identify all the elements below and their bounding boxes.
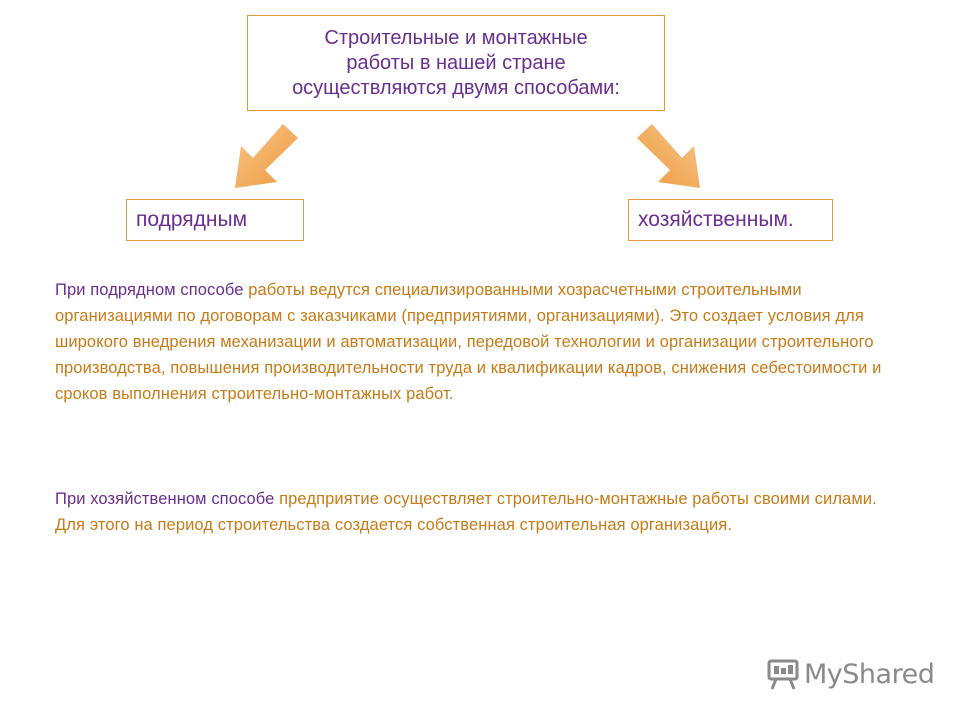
arrow-down-right-icon [620, 120, 710, 200]
method-economic-box [628, 199, 833, 241]
economic-method-paragraph [55, 486, 905, 538]
paragraph-2-lead-b: хозяйственном способе [90, 490, 275, 508]
paragraph-1-lead-b: подрядном способе [90, 281, 244, 299]
title-line-1: Строительные и монтажные [324, 26, 588, 49]
myshared-logo [766, 654, 934, 694]
paragraph-2-body: предприятие осуществляет строительно-монтажные работы своими силами. Для этого на период строительства создается собственная строительная организация. [55, 490, 877, 534]
method-contract-box [126, 199, 304, 241]
method-contract-label: подрядным [136, 208, 248, 231]
arrow-down-left-icon [225, 120, 315, 200]
title-box [247, 15, 665, 111]
paragraph-2-lead-a: При [55, 490, 91, 508]
logo-text: MyShared [804, 658, 935, 690]
paragraph-1-body: работы ведутся специализированными хозрасчетными строительными организациями по договорам с заказчиками (предприятиями, организациями). Это создает условия для широкого внедрения механизации и автоматизации, передовой технологии и организации строительного производства, повышения производительности труда и квалификации кадров, снижения себестоимости и сроков выполнения строительно-монтажных работ. [55, 281, 882, 403]
paragraph-1-lead-a: При [55, 281, 91, 299]
method-economic-label: хозяйственным. [638, 208, 794, 231]
title-line-2: работы в нашей стране [346, 51, 566, 74]
presentation-board-icon [766, 657, 800, 691]
title-line-3: осуществляются двумя способами: [292, 76, 620, 99]
contract-method-paragraph [55, 277, 905, 407]
